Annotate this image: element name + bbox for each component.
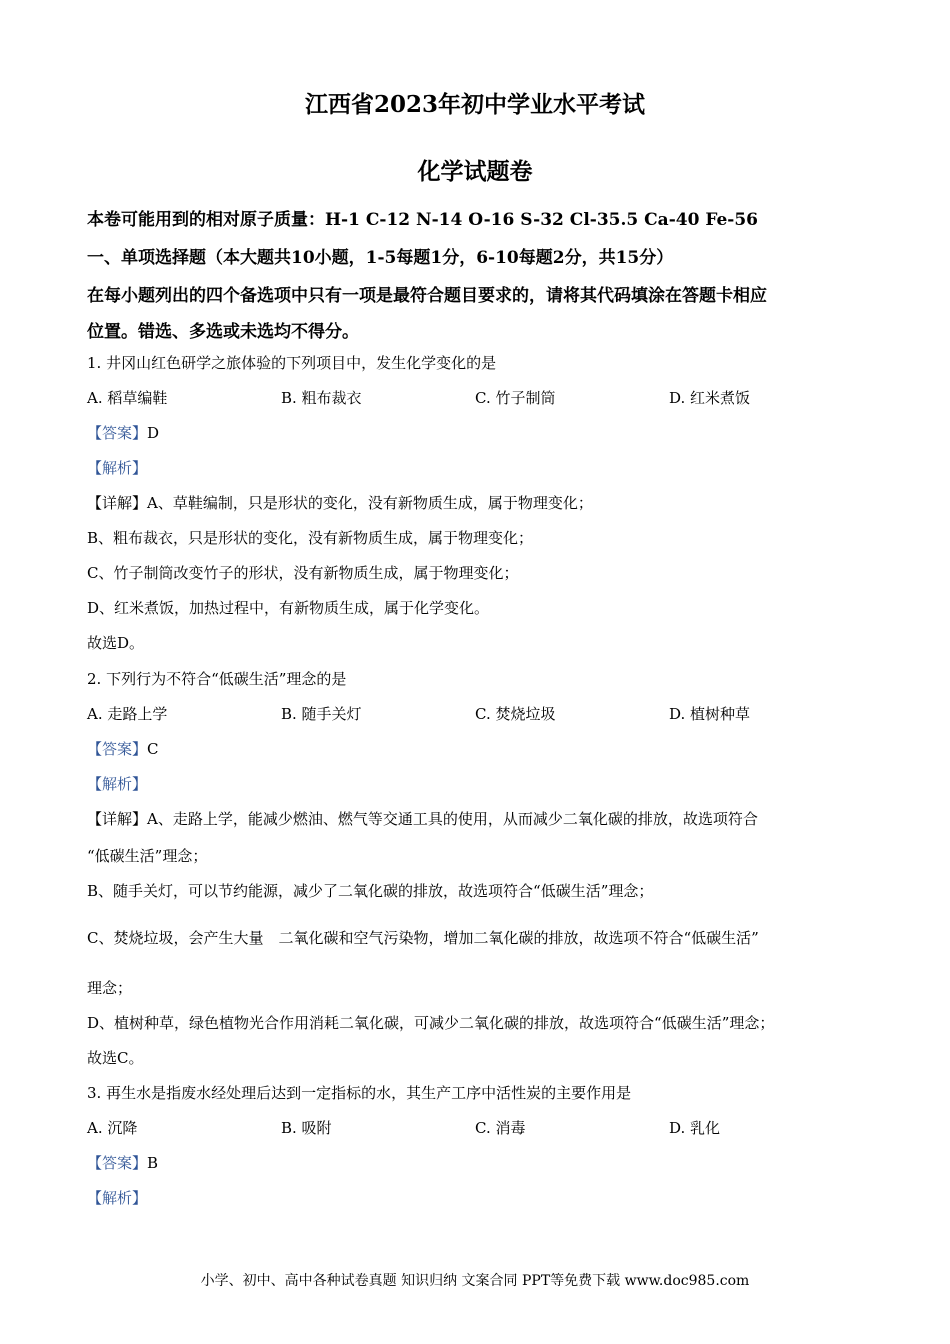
q2-answer	[87, 738, 159, 759]
q1-detail-3: D、红米煮饭，加热过程中，有新物质生成，属于化学变化。	[87, 599, 490, 617]
answer-tag: 【答案】	[87, 424, 148, 442]
q1-detail-2: C、竹子制筒改变竹子的形状，没有新物质生成，属于物理变化；	[87, 564, 519, 582]
q1-detail-0	[87, 492, 593, 513]
section1-heading: 一、单项选择题（本大题共10小题，1-5每题1分，6-10每题2分，共15分）	[87, 248, 674, 268]
page-footer: 小学、初中、高中各种试卷真题 知识归纳 文案合同 PPT等免费下载 www.doc985.com	[200, 1273, 750, 1289]
q1-option-d: D. 红米煮饭	[669, 389, 751, 407]
instructions-line1: 在每小题列出的四个备选项中只有一项是最符合题目要求的，请将其代码填涂在答题卡相应	[87, 286, 767, 306]
page-title: 江西省2023年初中学业水平考试	[304, 91, 645, 118]
detail-tag: 【详解】	[87, 494, 148, 512]
q1-option-a: A. 稻草编鞋	[87, 389, 168, 407]
q2-option-a: A. 走路上学	[87, 705, 168, 723]
q2-conclusion: 故选C。	[87, 1049, 144, 1067]
answer-value: D	[147, 424, 160, 442]
detail-tag: 【详解】	[87, 810, 148, 828]
q3-option-b: B. 吸附	[281, 1119, 332, 1137]
q3-option-c: C. 消毒	[475, 1119, 526, 1137]
q1-analysis-tag: 【解析】	[87, 459, 148, 477]
q2-detail-4: 理念；	[87, 979, 133, 997]
q3-analysis-tag: 【解析】	[87, 1189, 148, 1207]
answer-value: C	[147, 740, 159, 758]
q1-answer	[87, 422, 159, 443]
q2-option-c: C. 焚烧垃圾	[475, 705, 556, 723]
q3-stem: 3. 再生水是指废水经处理后达到一定指标的水，其生产工序中活性炭的主要作用是	[87, 1084, 632, 1102]
detail-text: A、草鞋编制，只是形状的变化，没有新物质生成，属于物理变化；	[147, 494, 593, 512]
q1-option-c: C. 竹子制筒	[475, 389, 556, 407]
q2-detail-1: “低碳生活”理念；	[87, 847, 208, 865]
answer-value: B	[147, 1154, 159, 1172]
q3-option-d: D. 乳化	[669, 1119, 721, 1137]
q3-answer	[87, 1152, 158, 1173]
atomic-masses: 本卷可能用到的相对原子质量：H-1 C-12 N-14 O-16 S-32 Cl-35.5 Ca-40 Fe-56	[87, 210, 759, 230]
q1-stem: 1. 井冈山红色研学之旅体验的下列项目中，发生化学变化的是	[87, 354, 497, 372]
instructions-line2: 位置。错选、多选或未选均不得分。	[87, 322, 359, 342]
q1-conclusion: 故选D。	[87, 634, 145, 652]
q2-detail-0	[87, 808, 758, 829]
q2-analysis-tag: 【解析】	[87, 775, 148, 793]
answer-tag: 【答案】	[87, 740, 148, 758]
q2-detail-3: C、焚烧垃圾，会产生大量 二氧化碳和空气污染物，增加二氧化碳的排放，故选项不符合“低碳生活”	[87, 929, 759, 947]
answer-tag: 【答案】	[87, 1154, 148, 1172]
q3-option-a: A. 沉降	[87, 1119, 138, 1137]
q1-detail-1: B、粗布裁衣，只是形状的变化，没有新物质生成，属于物理变化；	[87, 529, 534, 547]
q2-option-b: B. 随手关灯	[281, 705, 362, 723]
q2-stem: 2. 下列行为不符合“低碳生活”理念的是	[87, 670, 347, 688]
q2-detail-2: B、随手关灯，可以节约能源，减少了二氧化碳的排放，故选项符合“低碳生活”理念；	[87, 882, 654, 900]
q1-option-b: B. 粗布裁衣	[281, 389, 362, 407]
detail-text: A、走路上学，能减少燃油、燃气等交通工具的使用，从而减少二氧化碳的排放，故选项符合	[147, 810, 758, 828]
q2-detail-5: D、植树种草，绿色植物光合作用消耗二氧化碳，可减少二氧化碳的排放，故选项符合“低碳生活”理念；	[87, 1014, 775, 1032]
q2-option-d: D. 植树种草	[669, 705, 751, 723]
page-subtitle: 化学试题卷	[417, 158, 533, 185]
